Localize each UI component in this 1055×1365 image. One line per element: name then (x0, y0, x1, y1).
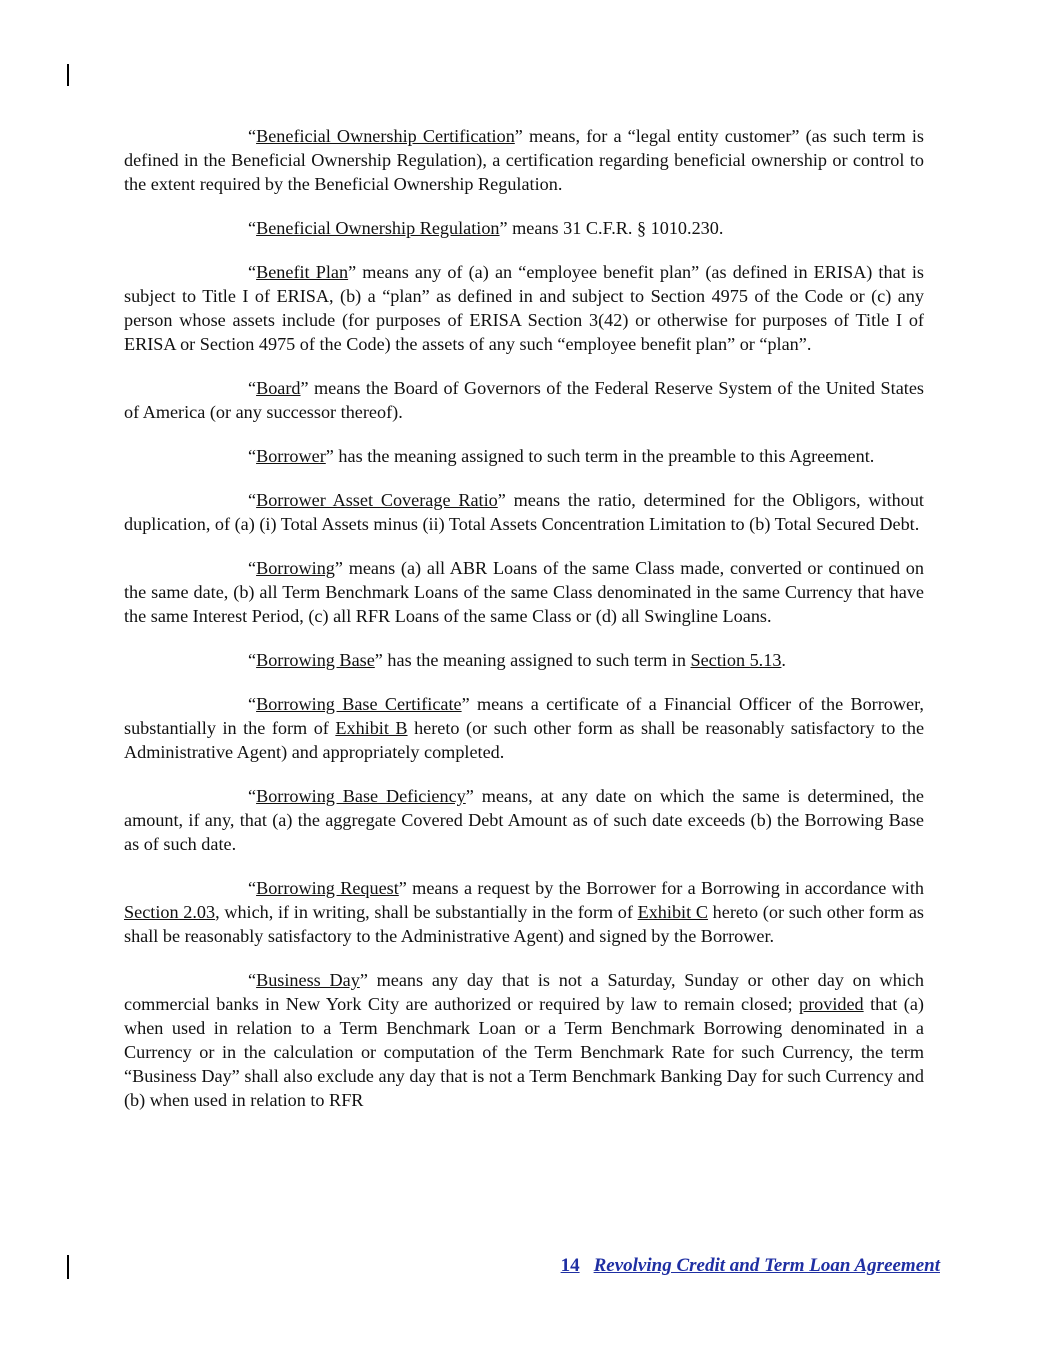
definition-borrowing: “Borrowing” means (a) all ABR Loans of the same Class made, converted or continued on the same date, (b) all Term Benchmark Loans of the same Class denominated in the same Currency that have the same Interest Period, (c) all RFR Loans of the same Class or (d) all Swingline Loans. (124, 558, 924, 626)
definition-borrowing-request: “Borrowing Request” means a request by the Borrower for a Borrowing in accordance with Section 2.03, which, if in writing, shall be substantially in the form of Exhibit C hereto (or such other form as shall be reasonably satisfactory to the Administrative Agent) and signed by the Borrower. (124, 878, 925, 946)
definition-board: “Board” means the Board of Governors of the Federal Reserve System of the United States of America (or any successor thereof). (124, 378, 924, 422)
definition-beneficial-ownership-regulation: “Beneficial Ownership Regulation” means 31 C.F.R. § 1010.230. (248, 218, 724, 238)
definition-text: ” means the Board of Governors of the Federal Reserve System of the United States of America (or any successor thereof). (124, 378, 924, 422)
definition-beneficial-ownership-certification: “Beneficial Ownership Certification” means, for a “legal entity customer” (as such term is defined in the Beneficial Ownership Regulation), a certification regarding beneficial ownership or control to the extent required by the Beneficial Ownership Regulation. (124, 126, 924, 194)
defined-term: Beneficial Ownership Regulation (256, 218, 500, 238)
defined-term: Board (256, 378, 301, 398)
proviso-term: provided (798, 994, 864, 1014)
section-reference-link[interactable]: Section 2.03 (124, 902, 216, 922)
defined-term: Borrowing Request (256, 878, 399, 898)
definition-text: . (781, 650, 786, 670)
definition-benefit-plan: “Benefit Plan” means any of (a) an “employee benefit plan” (as defined in ERISA) that is subject to Title I of ERISA, (b) a “plan” as defined in and subject to Section 4975 of the Code or (c) any person whose assets include (for purposes of ERISA Section 3(42) or otherwise for purposes of Title I of ERISA or Section 4975 of the Code) the assets of any such “employee benefit plan” or “plan”. (124, 262, 924, 354)
definition-text: ” has the meaning assigned to such term in the preamble to this Agreement. (325, 446, 875, 466)
defined-term: Borrower Asset Coverage Ratio (256, 490, 498, 510)
definitions-body (124, 124, 924, 1132)
defined-term: Borrower (256, 446, 326, 466)
definition-text: ” means any day that is not a Saturday, Sunday or other day on which commercial banks in New York City are authorized or required by law to remain closed; (124, 970, 925, 1014)
page-footer (0, 1255, 940, 1277)
definition-business-day: “Business Day” means any day that is not a Saturday, Sunday or other day on which commercial banks in New York City are authorized or required by law to remain closed; provided that (a) when used in relation to a Term Benchmark Loan or a Term Benchmark Borrowing denominated in a Currency or in the calculation or computation of the Term Benchmark Rate for such Currency, the term “Business Day” shall also exclude any day that is not a Term Benchmark Banking Day for such Currency and (b) when used in relation to RFR (124, 970, 925, 1110)
definition-text: ” means a request by the Borrower for a Borrowing in accordance with (398, 878, 925, 898)
defined-term: Benefit Plan (256, 262, 349, 282)
definition-text: ” means (a) all ABR Loans of the same Class made, converted or continued on the same date, (b) all Term Benchmark Loans of the same Class denominated in the same Currency that have the same Interest Period, (c) all RFR Loans of the same Class or (d) all Swingline Loans. (124, 558, 924, 626)
definition-text: that (a) when used in relation to a Term Benchmark Loan or a Term Benchmark Borrowing denominated in a Currency or in the calculation or computation of the Term Benchmark Rate for such Currency, the term “Business Day” shall also exclude any day that is not a Term Benchmark Banking Day for such Currency and (b) when used in relation to RFR (124, 994, 924, 1110)
definition-text: ” means 31 C.F.R. § 1010.230. (499, 218, 724, 238)
definition-text: ” means, for a “legal entity customer” (as such term is defined in the Beneficial Ownership Regulation), a certification regarding beneficial ownership or control to the extent required by the Beneficial Ownership Regulation. (124, 126, 924, 194)
definition-text: ” means any of (a) an “employee benefit plan” (as defined in ERISA) that is subject to Title I of ERISA, (b) a “plan” as defined in and subject to Section 4975 of the Code or (c) any person whose assets include (for purposes of ERISA Section 3(42) or otherwise for purposes of Title I of ERISA or Section 4975 of the Code) the assets of any such “employee benefit plan” or “plan”. (124, 262, 924, 354)
change-bar-top (67, 64, 69, 86)
definition-text: ” means the ratio, determined for the Obligors, without duplication, of (a) (i) Total Assets minus (ii) Total Assets Concentration Limitation to (b) Total Secured Debt. (124, 490, 924, 534)
defined-term: Borrowing Base Certificate (256, 694, 462, 714)
definition-text: ” has the meaning assigned to such term in (374, 650, 691, 670)
definition-text: , which, if in writing, shall be substantially in the form of (215, 902, 638, 922)
defined-term: Borrowing Base Deficiency (256, 786, 466, 806)
definition-borrower: “Borrower” has the meaning assigned to such term in the preamble to this Agreement. (248, 446, 875, 466)
defined-term: Beneficial Ownership Certification (256, 126, 515, 146)
definition-text: ” means a certificate of a Financial Officer of the Borrower, substantially in the form of (124, 694, 924, 738)
defined-term: Business Day (256, 970, 360, 990)
defined-term: Borrowing Base (256, 650, 375, 670)
exhibit-reference-link[interactable]: Exhibit C (637, 902, 708, 922)
definition-text: ” means, at any date on which the same is determined, the amount, if any, that (a) the aggregate Covered Debt Amount as of such date exceeds (b) the Borrowing Base as of such date. (124, 786, 924, 854)
definition-borrowing-base-deficiency: “Borrowing Base Deficiency” means, at any date on which the same is determined, the amount, if any, that (a) the aggregate Covered Debt Amount as of such date exceeds (b) the Borrowing Base as of such date. (124, 786, 924, 854)
definition-borrowing-base: “Borrowing Base” has the meaning assigned to such term in Section 5.13. (248, 650, 786, 670)
page-number-link[interactable]: 14 (560, 1255, 580, 1276)
exhibit-reference-link[interactable]: Exhibit B (335, 718, 408, 738)
definition-text: hereto (or such other form as shall be reasonably satisfactory to the Administrative Agent) and signed by the Borrower. (124, 902, 924, 946)
definition-borrower-asset-coverage-ratio: “Borrower Asset Coverage Ratio” means the ratio, determined for the Obligors, without duplication, of (a) (i) Total Assets minus (ii) Total Assets Concentration Limitation to (b) Total Secured Debt. (124, 490, 924, 534)
document-title-link[interactable]: Revolving Credit and Term Loan Agreement (593, 1255, 940, 1276)
defined-term: Borrowing (256, 558, 335, 578)
definition-borrowing-base-certificate: “Borrowing Base Certificate” means a certificate of a Financial Officer of the Borrower, substantially in the form of Exhibit B hereto (or such other form as shall be reasonably satisfactory to the Administrative Agent) and appropriately completed. (124, 694, 925, 762)
definition-text: hereto (or such other form as shall be reasonably satisfactory to the Administrative Agent) and appropriately completed. (124, 718, 925, 762)
section-reference-link[interactable]: Section 5.13 (690, 650, 782, 670)
